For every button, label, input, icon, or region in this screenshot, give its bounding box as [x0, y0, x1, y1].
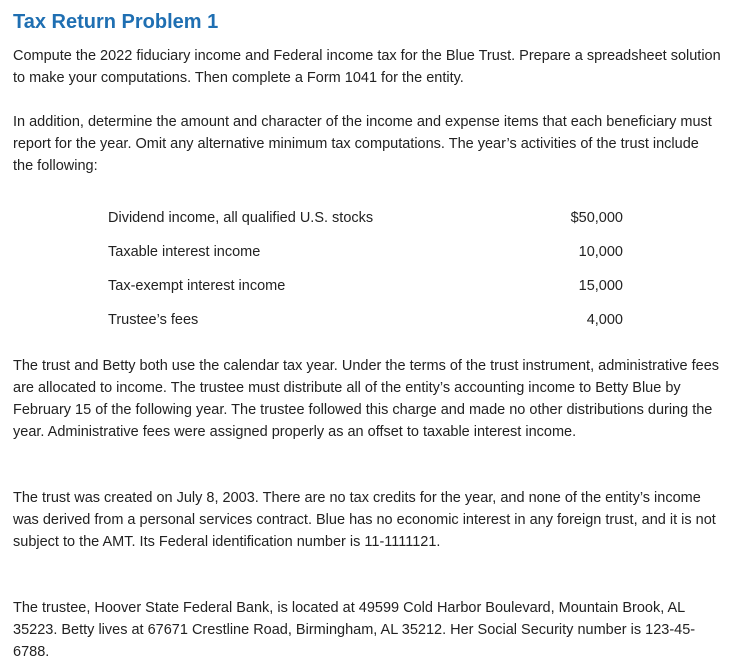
activity-row: [108, 235, 623, 269]
beneficiary-paragraph: In addition, determine the amount and character of the income and expense items that each beneficiary must report for the year. Omit any alternative minimum tax computations. The year’s activities of the trust include the following:: [13, 114, 712, 174]
activities-table: [108, 201, 623, 337]
activity-label: Taxable interest income: [108, 244, 261, 260]
intro-paragraph: Compute the 2022 fiduciary income and Federal income tax for the Blue Trust. Prepare a spreadsheet solution to make your computations. Then complete a Form 1041 for the entity.: [13, 48, 721, 86]
trustee-paragraph: The trustee, Hoover State Federal Bank, is located at 49599 Cold Harbor Boulevard, Mountain Brook, AL 35223. Betty lives at 67671 Crestline Road, Birmingham, AL 35212. Her Social Security number is 123-45-6788.: [13, 600, 696, 660]
activity-row: [108, 269, 623, 303]
activity-label: Trustee’s fees: [108, 312, 199, 328]
activity-row: [108, 303, 623, 337]
page-title: Tax Return Problem 1: [13, 11, 219, 33]
activity-label: Dividend income, all qualified U.S. stocks: [108, 210, 374, 226]
activity-label: Tax-exempt interest income: [108, 278, 286, 294]
activity-amount: 10,000: [578, 244, 623, 260]
terms-paragraph: The trust and Betty both use the calendar tax year. Under the terms of the trust instrument, administrative fees are allocated to income. The trustee must distribute all of the entity’s accounting income to Betty Blue by February 15 of the following year. The trustee followed this charge and made no other distributions during the year. Administrative fees were assigned properly as an offset to taxable interest income.: [13, 358, 720, 440]
activity-amount: 4,000: [586, 312, 623, 328]
activity-row: [108, 201, 623, 235]
activity-amount: $50,000: [570, 210, 623, 226]
activity-amount: 15,000: [578, 278, 623, 294]
creation-paragraph: The trust was created on July 8, 2003. There are no tax credits for the year, and none of the entity’s income was derived from a personal services contract. Blue has no economic interest in any foreign trust, and it is not subject to the AMT. Its Federal identification number is 11-1111121.: [13, 490, 716, 550]
